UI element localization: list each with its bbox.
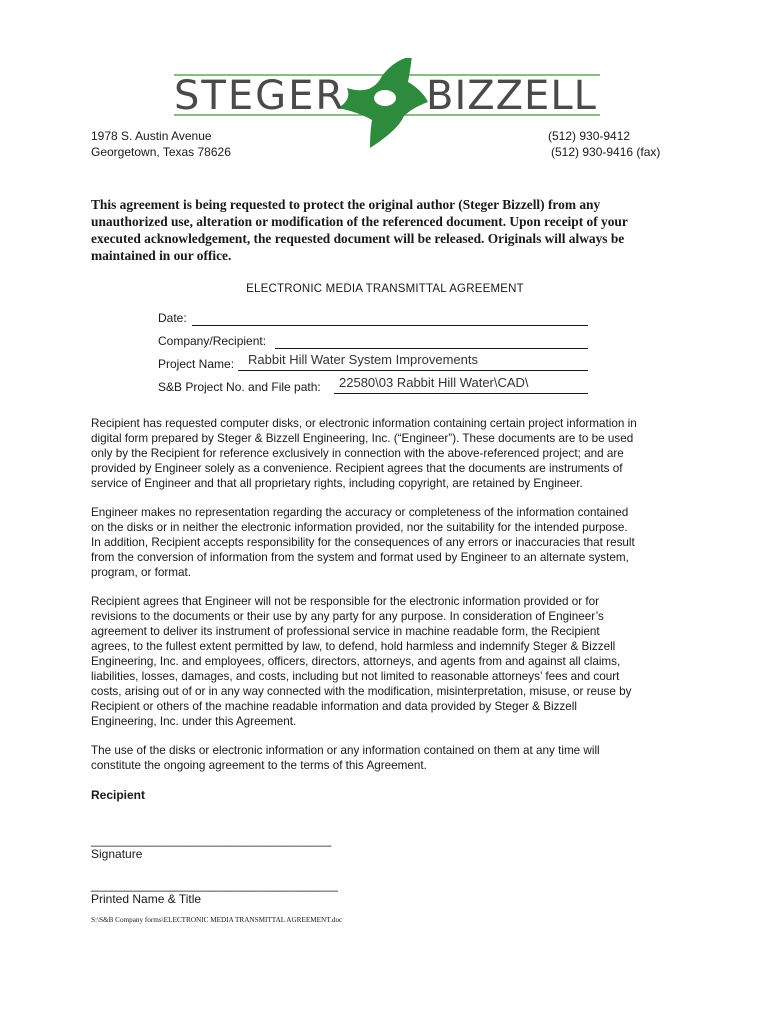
signature-label: Signature — [91, 847, 143, 861]
notice-line: unauthorized use, alteration or modification of the referenced document. Upon receipt of your — [91, 214, 628, 229]
paragraph-indemnification — [91, 594, 681, 729]
notice-paragraph — [91, 196, 691, 264]
project-name-field[interactable] — [238, 354, 588, 371]
notice-line: This agreement is being requested to protect the original author (Steger Bizzell) from any — [91, 197, 601, 212]
steger-bizzell-logo-graphic — [172, 58, 602, 150]
fax-number: (512) 930-9416 (fax) — [551, 145, 661, 159]
printed-name-label: Printed Name & Title — [91, 892, 202, 906]
contact-block — [548, 128, 666, 160]
paragraph-line: Engineering, Inc. and employees, officers, directors, attorneys, and agents from and against all claims, — [91, 655, 621, 668]
paragraph-ongoing-agreement — [91, 743, 681, 773]
footer-file-path: S:\S&B Company forms\ELECTRONIC MEDIA TRANSMITTAL AGREEMENT.doc — [91, 916, 343, 924]
paragraph-line: agrees, to the fullest extent permitted by law, to defend, hold harmless and indemnify Steger & Bizzell — [91, 640, 616, 653]
file-path-label: S&B Project No. and File path: — [158, 380, 321, 394]
paragraph-line: In addition, Recipient accepts responsibility for the consequences of any errors or inaccuracies that result — [91, 536, 635, 549]
paragraph-line: provided by Engineer solely as a convenience. Recipient agrees that the documents are instruments of — [91, 462, 623, 475]
phone-number: (512) 930-9412 — [548, 129, 631, 143]
date-field[interactable] — [192, 310, 588, 326]
printed-name-line[interactable]: _____________________________________ — [91, 878, 338, 892]
paragraph-representation — [91, 505, 681, 580]
project-name-label: Project Name: — [158, 357, 235, 371]
paragraph-line: revisions to the documents or their use by any party for any purpose. In consideration of Engineer’s — [91, 610, 604, 623]
paragraph-line: from the conversion of information from the system and format used by Engineer to an alternate system, — [91, 551, 629, 564]
paragraph-line: Recipient or others of the machine readable information and data provided by Steger & Bizzell — [91, 700, 577, 713]
paragraph-line: service of Engineer and that all proprietary rights, including copyright, are retained by Engineer. — [91, 477, 583, 490]
signature-line[interactable]: ____________________________________ — [91, 833, 332, 847]
date-label: Date: — [158, 311, 187, 325]
notice-line: executed acknowledgement, the requested document will be released. Originals will always be — [91, 231, 625, 246]
paragraph-line: digital form prepared by Steger & Bizzell Engineering, Inc. (“Engineer”). These documents are to be used — [91, 432, 634, 445]
paragraph-line: only by the Recipient for reference exclusively in connection with the above-referenced project; and are — [91, 447, 624, 460]
paragraph-line: constitute the ongoing agreement to the terms of this Agreement. — [91, 759, 427, 772]
company-logo — [172, 58, 602, 150]
paragraph-line: Engineer makes no representation regarding the accuracy or completeness of the information contained — [91, 506, 629, 519]
file-path-field[interactable] — [334, 377, 588, 394]
city-state-zip: Georgetown, Texas 78626 — [91, 145, 231, 159]
paragraph-line: Engineering, Inc. under this Agreement. — [91, 715, 297, 728]
paragraph-line: program, or format. — [91, 566, 192, 579]
file-path-value: 22580\03 Rabbit Hill Water\CAD\ — [339, 375, 529, 390]
project-name-value: Rabbit Hill Water System Improvements — [248, 352, 478, 367]
paragraph-line: Recipient agrees that Engineer will not be responsible for the electronic information provided or for — [91, 595, 600, 608]
company-label: Company/Recipient: — [158, 334, 267, 348]
form-title: ELECTRONIC MEDIA TRANSMITTAL AGREEMENT — [246, 283, 524, 295]
paragraph-line: Recipient has requested computer disks, or electronic information containing certain project information in — [91, 417, 637, 430]
street-address: 1978 S. Austin Avenue — [91, 129, 212, 143]
logo-bizzell-text: BIZZELL — [426, 73, 597, 119]
recipient-heading: Recipient — [91, 788, 146, 802]
logo-steger-text: STEGER — [174, 73, 346, 119]
paragraph-line: The use of the disks or electronic information or any information contained on them at any time will — [91, 744, 600, 757]
address-block — [91, 128, 231, 160]
paragraph-line: agreement to deliver its instrument of professional service in machine readable form, the Recipient — [91, 625, 600, 638]
paragraph-usage — [91, 416, 681, 491]
paragraph-line: on the disks or in neither the electronic information provided, nor the suitability for the intended purpose. — [91, 521, 628, 534]
notice-line: maintained in our office. — [91, 248, 232, 263]
paragraph-line: costs, arising out of or in any way connected with the modification, misinterpretation, misuse, or reuse by — [91, 685, 632, 698]
paragraph-line: liabilities, losses, damages, and costs, including but not limited to reasonable attorneys’ fees and court — [91, 670, 620, 683]
company-recipient-field[interactable] — [275, 333, 588, 349]
